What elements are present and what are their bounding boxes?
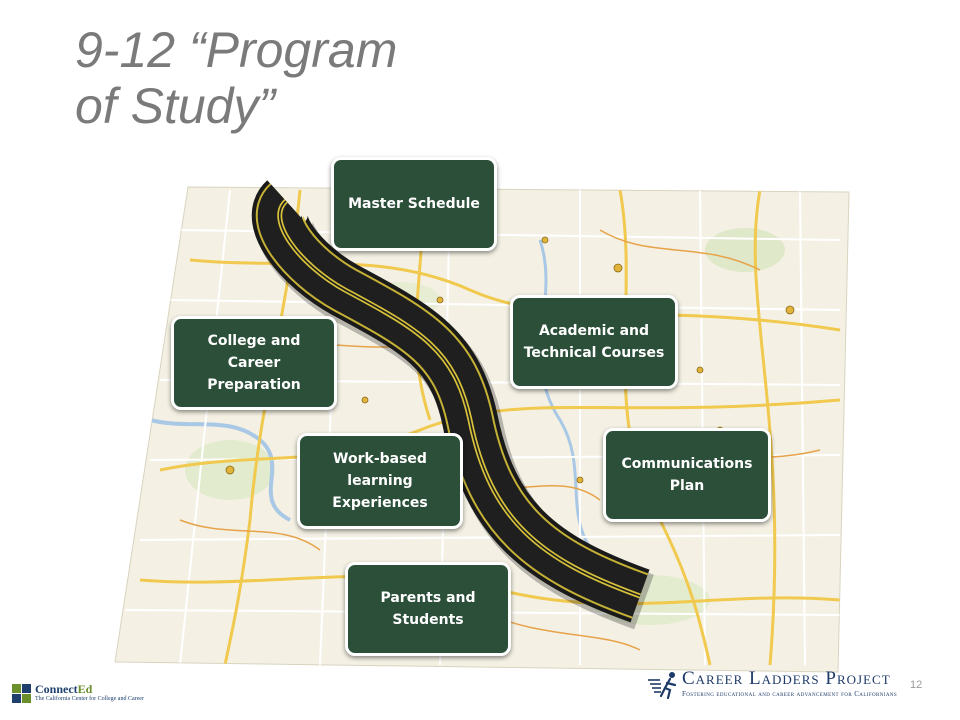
communications-plan-box — [603, 428, 771, 522]
academic-technical-line-2: Technical Courses — [523, 345, 665, 361]
work-based-line-1: Work-based — [333, 451, 427, 467]
work-based-learning-box — [297, 433, 463, 529]
runner-icon — [648, 670, 680, 700]
communications-line-2: Plan — [669, 478, 705, 494]
connected-logo — [12, 683, 144, 703]
master-schedule-box — [331, 157, 497, 251]
work-based-line-2: learning — [347, 473, 413, 489]
college-career-line-1: College and — [207, 333, 301, 349]
slide-title-line-1: 9-12 “Program — [75, 22, 398, 78]
college-career-line-3: Preparation — [207, 377, 301, 393]
academic-technical-line-1: Academic and — [538, 323, 650, 339]
parents-students-line-2: Students — [392, 612, 464, 628]
master-schedule-label: Master Schedule — [348, 196, 480, 212]
career-ladders-logo — [648, 666, 928, 702]
slide-number: 12 — [910, 679, 923, 691]
college-career-preparation-box — [171, 316, 337, 410]
work-based-line-3: Experiences — [332, 495, 428, 511]
connected-logo-mark-icon — [12, 684, 31, 703]
connected-logo-tagline: The California Center for College and Career — [35, 696, 144, 702]
parents-students-line-1: Parents and — [380, 590, 476, 606]
college-career-line-2: Career — [227, 355, 281, 371]
communications-line-1: Communications — [621, 456, 753, 472]
parents-students-box — [345, 562, 511, 656]
academic-technical-courses-box — [510, 295, 678, 389]
slide-title-line-2: of Study” — [75, 78, 276, 134]
career-ladders-tagline: Fostering educational and career advancement for Californians — [682, 690, 898, 698]
connected-logo-name: ConnectEd — [35, 682, 93, 696]
career-ladders-name: Career Ladders Project — [682, 668, 891, 689]
